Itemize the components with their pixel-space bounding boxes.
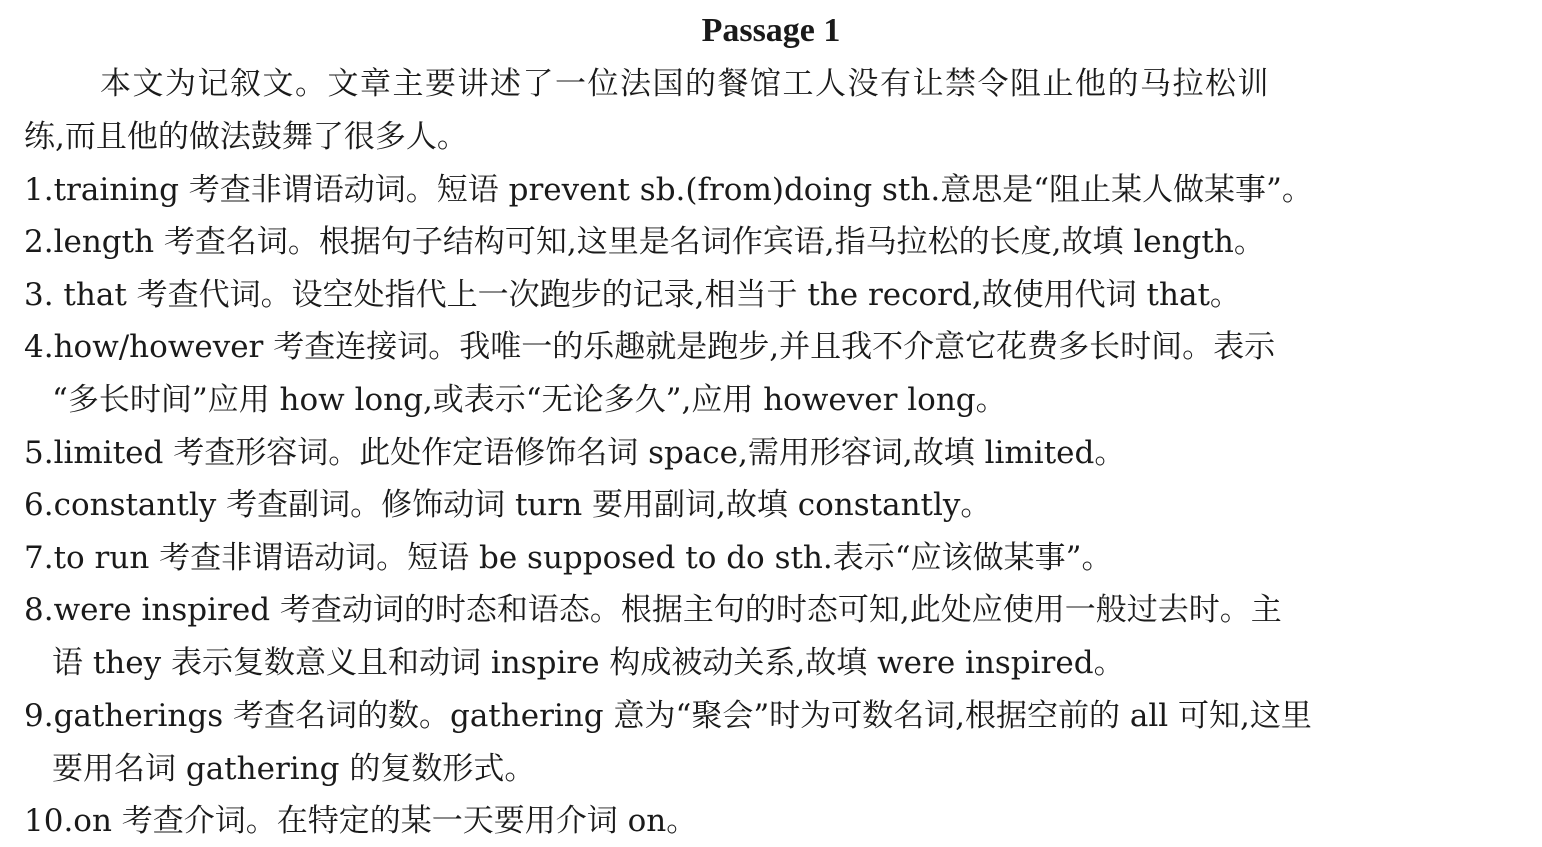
answer-item-8: 8.were inspired 考查动词的时态和语态。根据主句的时态可知,此处应使用一般过去时。主 — [24, 592, 1282, 628]
answer-item-6: 6.constantly 考查副词。修饰动词 turn 要用副词,故填 constantly。 — [24, 487, 992, 523]
answer-item-1: 1.training 考查非谓语动词。短语 prevent sb.(from)doing sth.意思是“阻止某人做某事”。 — [24, 172, 1313, 208]
answer-item-4-cont: “多长时间”应用 how long,或表示“无论多久”,应用 however long。 — [52, 382, 1007, 418]
answer-item-8-cont: 语 they 表示复数意义且和动词 inspire 构成被动关系,故填 were inspired。 — [52, 645, 1125, 681]
answer-item-3: 3. that 考查代词。设空处指代上一次跑步的记录,相当于 the record,故使用代词 that。 — [24, 277, 1241, 313]
answer-item-2: 2.length 考查名词。根据句子结构可知,这里是名词作宾语,指马拉松的长度,故填 length。 — [24, 224, 1265, 260]
answer-item-9-cont: 要用名词 gathering 的复数形式。 — [52, 751, 536, 787]
answer-item-7: 7.to run 考查非谓语动词。短语 be supposed to do sth.表示“应该做某事”。 — [24, 540, 1113, 576]
answer-item-4: 4.how/however 考查连接词。我唯一的乐趣就是跑步,并且我不介意它花费多长时间。表示 — [24, 329, 1276, 365]
intro-line-1: 本文为记叙文。文章主要讲述了一位法国的餐馆工人没有让禁令阻止他的马拉松训 — [100, 66, 1270, 102]
answer-item-10: 10.on 考查介词。在特定的某一天要用介词 on。 — [24, 803, 698, 839]
intro-line-2: 练,而且他的做法鼓舞了很多人。 — [24, 119, 468, 155]
answer-item-9: 9.gatherings 考查名词的数。gathering 意为“聚会”时为可数名词,根据空前的 all 可知,这里 — [24, 698, 1312, 734]
answer-item-5: 5.limited 考查形容词。此处作定语修饰名词 space,需用形容词,故填 limited。 — [24, 435, 1126, 471]
passage-title: Passage 1 — [701, 12, 841, 49]
